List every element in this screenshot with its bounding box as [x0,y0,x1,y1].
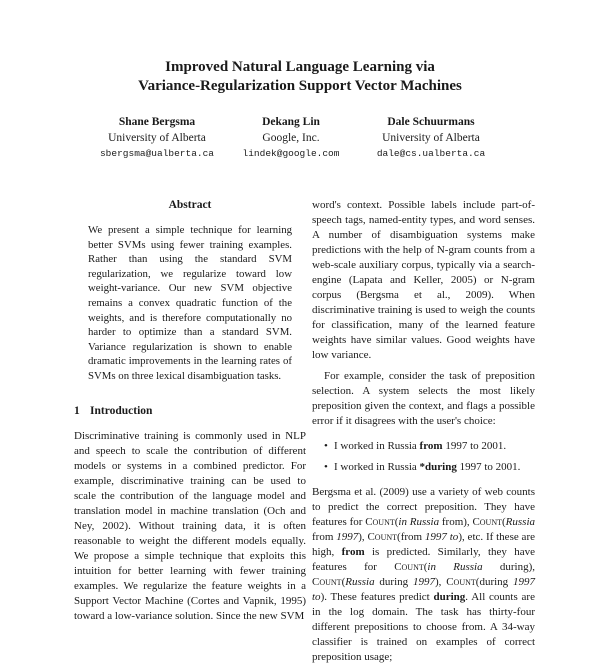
intro-paragraph: Discriminative training is commonly used in NLP and speech to scale the contribution of different models or systems in a combined predictor. For example, discriminative training can be used to scale the contribution of the language model and translation model in machine translation (Och and Ney, 2002). Without training data, it is often reasonable to weight the different models equally. We propose a simple technique that exploits this intuition for better learning with fewer training examples. We regularize the feature weights in a Support Vector Machine (Cortes and Vapnik, 1995) toward a low-variance solution. Since the new SVM [74,429,306,622]
bullet-icon: • [324,440,328,452]
right-column [312,198,535,665]
author-email[interactable]: sbergsma@ualberta.ca [99,148,215,159]
abstract-heading: Abstract [168,199,212,211]
section-title: Introduction [90,404,153,417]
title-line-1: Improved Natural Language Learning via [165,59,435,75]
list-item: • I worked in Russia from 1997 to 2001. [324,440,507,452]
author-name: Shane Bergsma [118,116,196,128]
list-item: • I worked in Russia *during 1997 to 2001. [324,461,521,473]
author-name: Dekang Lin [262,116,320,128]
bullet-icon: • [324,461,328,473]
author-email[interactable]: dale@cs.ualberta.ca [376,148,486,159]
author-affiliation: Google, Inc. [262,132,320,144]
body-paragraph: word's context. Possible labels include part-of-speech tags, named-entity types, and word senses. A number of disambiguation systems make predictions with the help of N-gram counts from a web-scale auxiliary corpus, typically via a search-engine (Lapata and Keller, 2005) or N-gram corpus (Bergsma et al., 2009). When discriminative training is used to weigh the counts for classification, many of the learned feature weights have similar values. Good weights have low variance. [312,199,535,361]
title-line-2: Variance-Regularization Support Vector Machines [138,78,462,94]
example-list [312,439,535,475]
abstract-text: We present a simple technique for learning better SVMs using fewer training examples. Rather than using the standard SVM regularization, we regularize toward low weight-variance. Our new SVM objective remains a convex quadratic function of the weights, and is therefore computationally no harder to optimize than a standard SVM. Variance regularization is shown to enable dramatic improvements in the learning rates of SVMs on three lexical disambiguation tasks. [88,224,292,382]
left-column [74,198,306,624]
author-block [346,114,516,162]
author-affiliation: University of Alberta [108,132,206,144]
author-name: Dale Schuurmans [387,116,475,128]
author-email[interactable]: lindek@google.com [242,148,340,159]
body-paragraph: Bergsma et al. (2009) use a variety of web counts to predict the correct preposition. They have features for Count(in Russia from), Count(Russia from 1997), Count(from 1997 to), etc. If these are high, from is predicted. Similarly, they have features for Count(in Russia during), Count(Russia during 1997), Count(during 1997 to). These features predict during. All counts are in the log domain. The task has thirty-four different prepositions to choose from. A 34-way classifier is trained on examples of correct preposition usage; [312,486,536,663]
paper-title [0,58,600,96]
body-paragraph: For example, consider the task of preposition selection. A system selects the most likely preposition given the context, and flags a possible error if it disagrees with the user's choice: [312,370,535,427]
section-heading [74,404,306,419]
section-number: 1 [74,404,80,417]
author-affiliation: University of Alberta [382,132,480,144]
